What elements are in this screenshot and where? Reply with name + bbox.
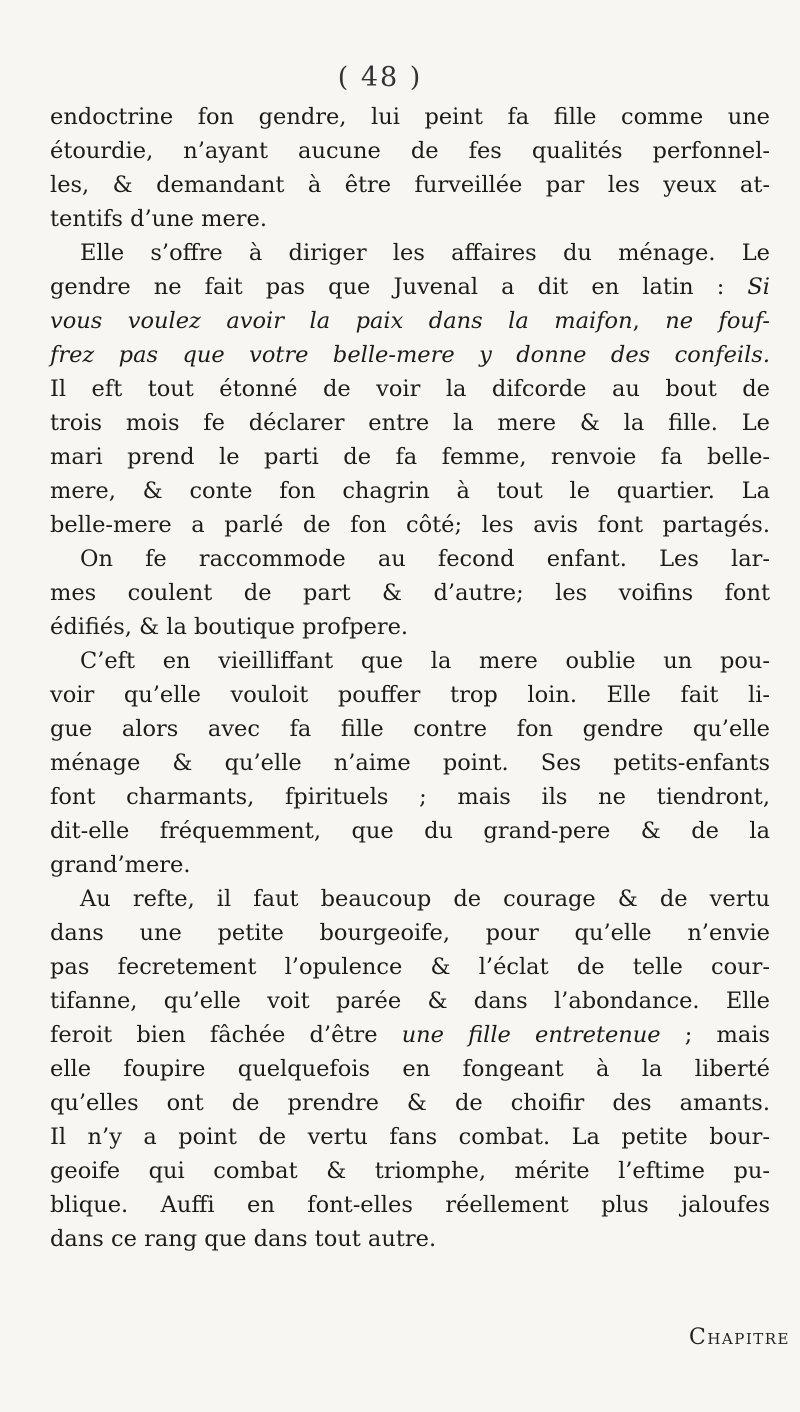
text-line [50,202,770,236]
text-line [50,1120,770,1154]
text-line [50,304,770,338]
text-run: font charmants, fpirituels ; mais ils ne tiendront, [50,784,770,810]
text-run: Il n’y a point de vertu fans combat. La petite bour- [50,1124,770,1150]
text-line [50,1052,770,1086]
text-run: feroit bien fâchée d’être [50,1022,402,1048]
text-run: mes coulent de part & d’autre; les voifins font [50,580,770,606]
text-run: , [632,308,666,334]
text-line [50,508,770,542]
text-line [50,814,770,848]
text-line [50,168,770,202]
text-run: dans une petite bourgeoife, pour qu’elle n’envie [50,920,770,946]
text-run: dans ce rang que dans tout autre. [50,1226,437,1252]
text-line [50,1188,770,1222]
text-line [50,916,770,950]
text-run: grand’mere. [50,852,191,878]
text-run: C’eft en vieilliffant que la mere oublie un pou- [80,648,770,674]
text-line [50,372,770,406]
text-run: voir qu’elle vouloit pouffer trop loin. Elle fait li- [50,682,770,708]
text-run: mari prend le parti de fa femme, renvoie fa belle- [50,444,770,470]
text-run: Au refte, il faut beaucoup de courage & de vertu [80,886,770,912]
text-run: édifiés, & la boutique profpere. [50,614,409,640]
text-run: mere, & conte fon chagrin à tout le quartier. La [50,478,770,504]
text-run: les, & demandant à être furveillée par les yeux at- [50,172,770,198]
text-run: endoctrine fon gendre, lui peint fa fille comme une [50,104,770,130]
text-run: qu’elles ont de prendre & de choifir des amants. [50,1090,770,1116]
text-run: Il eft tout étonné de voir la difcorde au bout de [50,376,770,402]
text-line [50,406,770,440]
text-run: gue alors avec fa fille contre fon gendre qu’elle [50,716,770,742]
text-run: ; mais [660,1022,770,1048]
text-line [50,1086,770,1120]
text-run: Elle s’offre à diriger les affaires du ménage. Le [80,240,770,266]
text-run: étourdie, n’ayant aucune de fes qualités perfonnel- [50,138,770,164]
text-line [50,270,770,304]
text-line [50,950,770,984]
text-line [50,644,770,678]
text-run: On fe raccommode au fecond enfant. Les lar- [80,546,770,572]
page-number: ( 48 ) [337,62,423,93]
text-line [50,542,770,576]
text-run: tifanne, qu’elle voit parée & dans l’abondance. Elle [50,988,770,1014]
catchword: Chapitre [688,1325,790,1350]
text-run: elle foupire quelquefois en fongeant à la liberté [50,1056,770,1082]
text-run: belle-mere a parlé de fon côté; les avis font partagés. [50,512,770,538]
text-run: geoife qui combat & triomphe, mérite l’eftime pu- [50,1158,770,1184]
text-line [50,1018,770,1052]
text-line [50,780,770,814]
italic-text: Si [747,274,770,300]
text-line [50,576,770,610]
text-line [50,1222,770,1256]
text-line [50,1154,770,1188]
text-line [50,134,770,168]
text-line [50,474,770,508]
text-line [50,882,770,916]
text-line [50,440,770,474]
text-run: blique. Auffi en font-elles réellement plus jaloufes [50,1192,770,1218]
text-line [50,678,770,712]
text-line [50,848,770,882]
text-line [50,984,770,1018]
italic-text: ne fouf- [665,308,771,334]
text-line [50,100,770,134]
italic-text: frez pas que votre belle-mere y donne des confeils. [50,342,770,368]
text-run: dit-elle fréquemment, que du grand-pere & de la [50,818,770,844]
text-line [50,712,770,746]
italic-text: une fille entretenue [401,1022,661,1048]
text-line [50,236,770,270]
text-line [50,610,770,644]
text-run: tentifs d’une mere. [50,206,267,232]
body-text [50,100,770,1256]
text-run: pas fecretement l’opulence & l’éclat de telle cour- [50,954,770,980]
text-run: trois mois fe déclarer entre la mere & la fille. Le [50,410,770,436]
text-run: gendre ne fait pas que Juvenal a dit en latin : [50,274,748,300]
italic-text: vous voulez avoir la paix dans la maifon [50,308,633,334]
text-line [50,746,770,780]
text-line [50,338,770,372]
text-run: ménage & qu’elle n’aime point. Ses petits-enfants [50,750,770,776]
